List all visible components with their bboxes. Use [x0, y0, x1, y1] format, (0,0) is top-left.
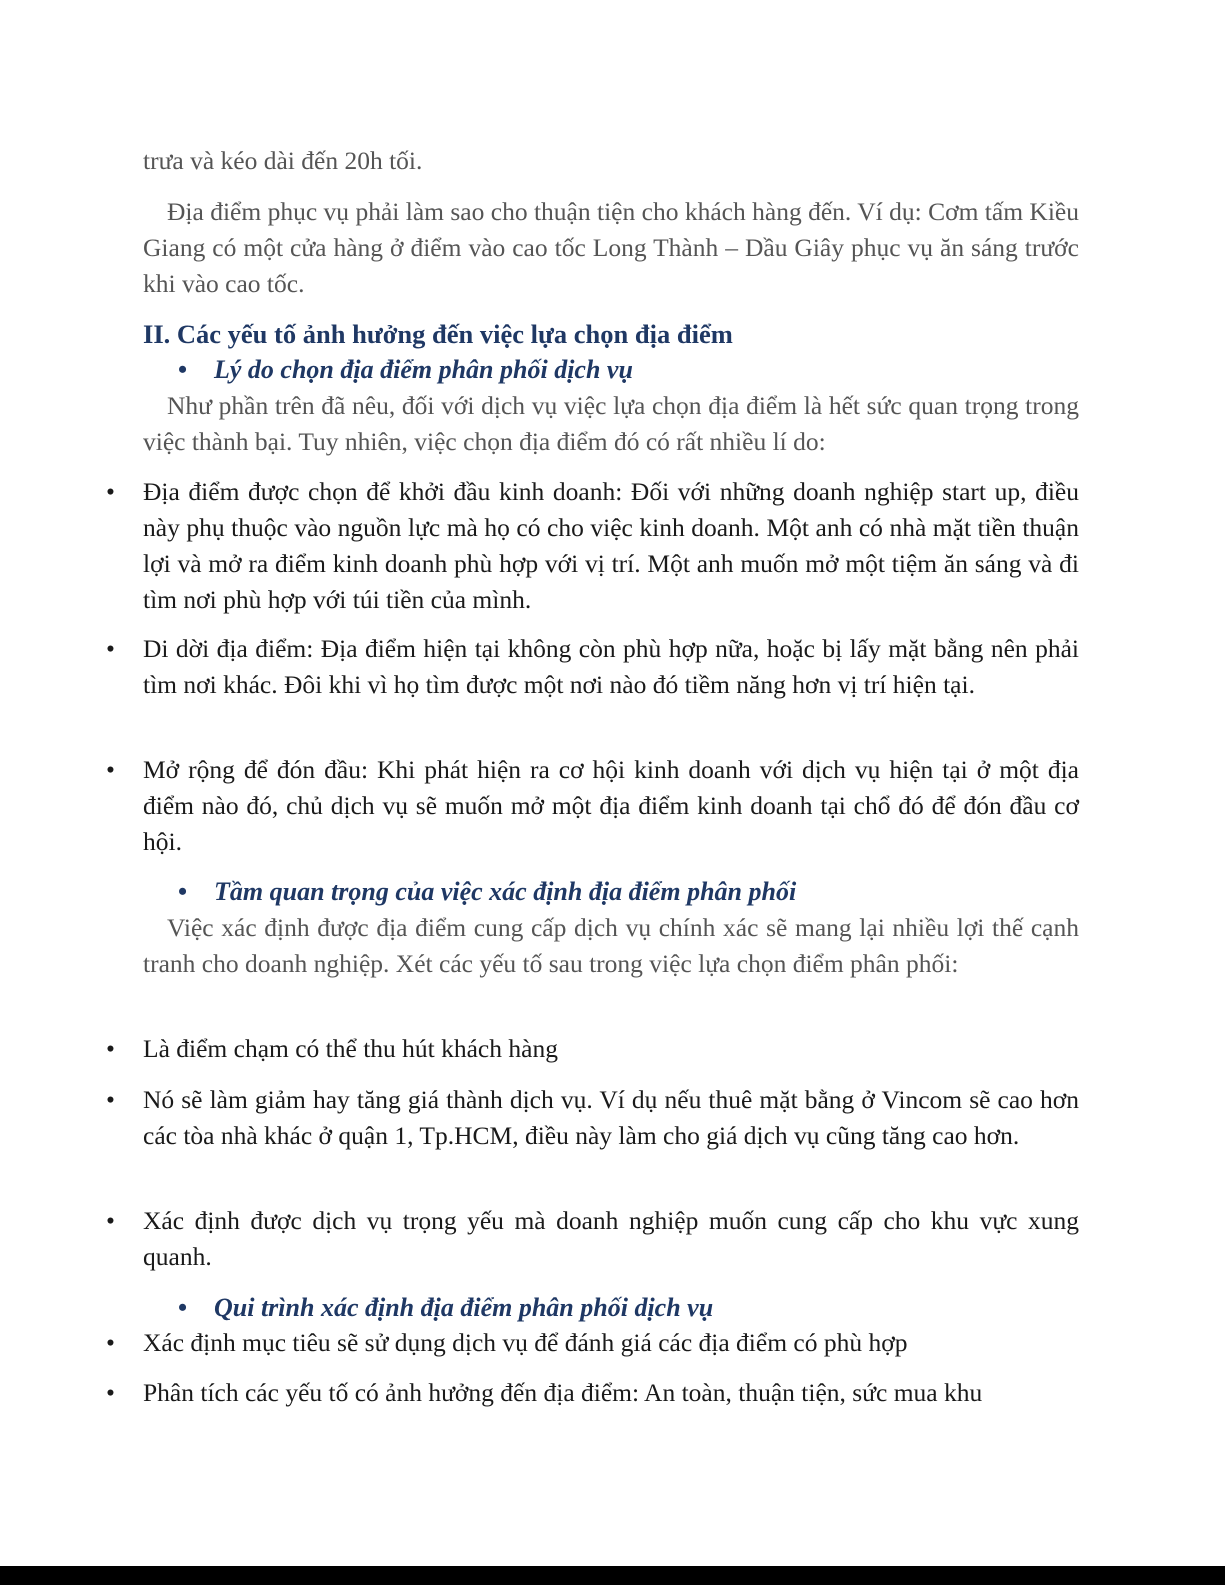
- bullet-marker: •: [178, 355, 188, 384]
- list-item: [106, 1203, 1079, 1275]
- list-item-text: Di dời địa điểm: Địa điểm hiện tại không còn phù hợp nữa, hoặc bị lấy mặt bằng nên phải tìm nơi khác. Đôi khi vì họ tìm được một nơi nào đó tiềm năng hơn vị trí hiện tại.: [143, 634, 1079, 699]
- importance-intro: Việc xác định được địa điểm cung cấp dịch vụ chính xác sẽ mang lại nhiều lợi thế cạnh tranh cho doanh nghiệp. Xét các yếu tố sau trong việc lựa chọn điểm phân phối:: [143, 913, 1079, 978]
- section-heading: II. Các yếu tố ảnh hưởng đến việc lựa chọn địa điểm: [143, 319, 733, 349]
- list-item-text: Xác định được dịch vụ trọng yếu mà doanh nghiệp muốn cung cấp cho khu vực xung quanh.: [143, 1206, 1079, 1271]
- list-item-text: Mở rộng để đón đầu: Khi phát hiện ra cơ hội kinh doanh với dịch vụ hiện tại ở một địa điểm nào đó, chủ dịch vụ sẽ muốn mở một địa điểm kinh doanh tại chổ đó để đón đầu cơ hội.: [143, 755, 1079, 856]
- list-item: [106, 474, 1079, 618]
- bullet-marker: •: [106, 477, 115, 506]
- bottom-border: [0, 1566, 1225, 1585]
- bullet-marker: •: [106, 1034, 115, 1063]
- continuation-line: trưa và kéo dài đến 20h tối.: [143, 146, 423, 175]
- list-item-text: Phân tích các yếu tố có ảnh hưởng đến địa điểm: An toàn, thuận tiện, sức mua khu: [143, 1378, 983, 1407]
- subheading-text: Lý do chọn địa điểm phân phối dịch vụ: [214, 355, 633, 384]
- bullet-marker: •: [106, 1378, 115, 1407]
- subheading-process: [178, 1290, 713, 1326]
- list-item: [106, 631, 1079, 703]
- list-item: [106, 752, 1079, 860]
- bullet-marker: •: [178, 1293, 188, 1322]
- bullet-marker: •: [178, 877, 188, 906]
- bullet-marker: •: [106, 634, 115, 663]
- reasons-intro: Như phần trên đã nêu, đối với dịch vụ việc lựa chọn địa điểm là hết sức quan trọng trong việc thành bại. Tuy nhiên, việc chọn địa điểm đó có rất nhiều lí do:: [143, 391, 1079, 456]
- bullet-marker: •: [106, 1328, 115, 1357]
- subheading-text: Qui trình xác định địa điểm phân phối dịch vụ: [214, 1293, 714, 1322]
- bullet-marker: •: [106, 1085, 115, 1114]
- subheading-reasons: [178, 352, 633, 388]
- list-item-text: Xác định mục tiêu sẽ sử dụng dịch vụ để đánh giá các địa điểm có phù hợp: [143, 1328, 908, 1357]
- list-item-text: Địa điểm được chọn để khởi đầu kinh doanh: Đối với những doanh nghiệp start up, điều này phụ thuộc vào nguồn lực mà họ có cho việc kinh doanh. Một anh có nhà mặt tiền thuận lợi và mở ra điểm kinh doanh phù hợp với vị trí. Một anh muốn mở một tiệm ăn sáng và đi tìm nơi phù hợp với túi tiền của mình.: [143, 477, 1079, 614]
- subheading-text: Tầm quan trọng của việc xác định địa điểm phân phối: [214, 877, 797, 906]
- list-item-text: Nó sẽ làm giảm hay tăng giá thành dịch vụ. Ví dụ nếu thuê mặt bằng ở Vincom sẽ cao hơn các tòa nhà khác ở quận 1, Tp.HCM, điều này làm cho giá dịch vụ cũng tăng cao hơn.: [143, 1085, 1079, 1150]
- intro-paragraph: Địa điểm phục vụ phải làm sao cho thuận tiện cho khách hàng đến. Ví dụ: Cơm tấm Kiều Giang có một cửa hàng ở điểm vào cao tốc Long Thành – Dầu Giây phục vụ ăn sáng trước khi vào cao tốc.: [143, 197, 1079, 298]
- bullet-marker: •: [106, 1206, 115, 1235]
- list-item: [106, 1082, 1079, 1154]
- subheading-importance: [178, 874, 796, 910]
- bullet-marker: •: [106, 755, 115, 784]
- list-item: [106, 1031, 1079, 1067]
- list-item: [106, 1375, 1079, 1411]
- list-item: [106, 1325, 1079, 1361]
- list-item-text: Là điểm chạm có thể thu hút khách hàng: [143, 1034, 558, 1063]
